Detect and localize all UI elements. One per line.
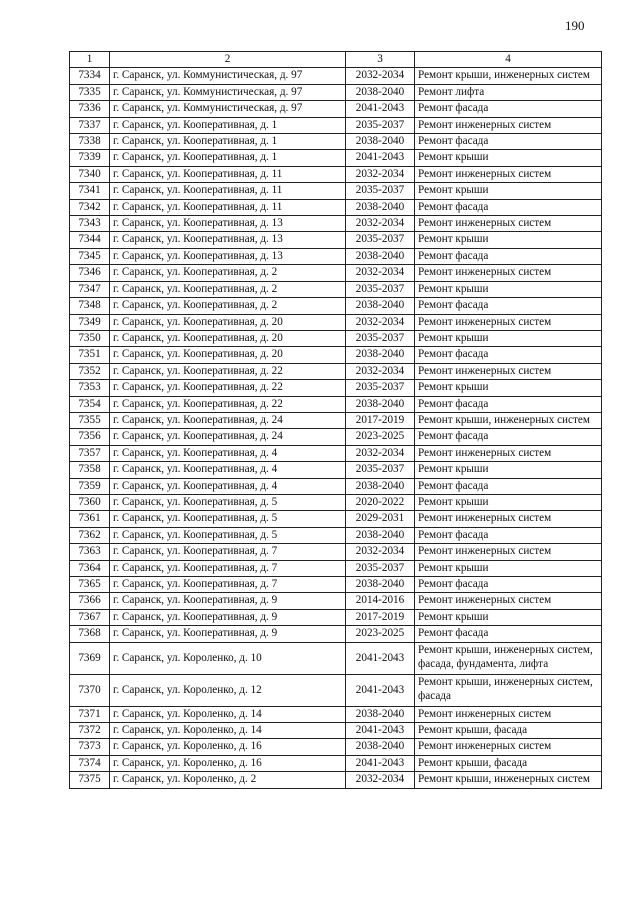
row-number: 7348 [70, 298, 110, 314]
row-period: 2038-2040 [346, 248, 415, 264]
row-number: 7351 [70, 347, 110, 363]
row-address: г. Саранск, ул. Кооперативная, д. 4 [110, 445, 346, 461]
row-address: г. Саранск, ул. Кооперативная, д. 9 [110, 609, 346, 625]
row-address: г. Саранск, ул. Коммунистическая, д. 97 [110, 84, 346, 100]
row-work-type: Ремонт инженерных систем [415, 593, 602, 609]
table-row [70, 511, 602, 527]
row-address: г. Саранск, ул. Кооперативная, д. 13 [110, 232, 346, 248]
row-work-type: Ремонт фасада [415, 298, 602, 314]
row-address: г. Саранск, ул. Кооперативная, д. 20 [110, 347, 346, 363]
table-row [70, 577, 602, 593]
row-period: 2041-2043 [346, 101, 415, 117]
row-work-type: Ремонт крыши, фасада [415, 755, 602, 771]
row-period: 2017-2019 [346, 609, 415, 625]
row-number: 7344 [70, 232, 110, 248]
row-period: 2023-2025 [346, 626, 415, 642]
table-row [70, 560, 602, 576]
header-col-2: 2 [110, 52, 346, 68]
table-row [70, 412, 602, 428]
row-number: 7357 [70, 445, 110, 461]
repair-schedule-table [69, 51, 602, 789]
row-number: 7354 [70, 396, 110, 412]
row-period: 2038-2040 [346, 347, 415, 363]
row-work-type: Ремонт фасада [415, 429, 602, 445]
row-number: 7349 [70, 314, 110, 330]
row-work-type: Ремонт крыши [415, 232, 602, 248]
table-body [70, 52, 602, 789]
row-number: 7347 [70, 281, 110, 297]
row-number: 7355 [70, 412, 110, 428]
row-address: г. Саранск, ул. Кооперативная, д. 11 [110, 199, 346, 215]
table-row [70, 216, 602, 232]
row-period: 2038-2040 [346, 84, 415, 100]
row-address: г. Саранск, ул. Кооперативная, д. 7 [110, 544, 346, 560]
row-period: 2038-2040 [346, 478, 415, 494]
row-address: г. Саранск, ул. Кооперативная, д. 22 [110, 363, 346, 379]
row-address: г. Саранск, ул. Короленко, д. 10 [110, 642, 346, 674]
row-period: 2032-2034 [346, 265, 415, 281]
row-number: 7341 [70, 183, 110, 199]
table-row [70, 706, 602, 722]
row-address: г. Саранск, ул. Кооперативная, д. 20 [110, 330, 346, 346]
row-period: 2032-2034 [346, 216, 415, 232]
row-number: 7334 [70, 68, 110, 84]
header-col-3: 3 [346, 52, 415, 68]
row-period: 2035-2037 [346, 281, 415, 297]
row-work-type: Ремонт фасада [415, 347, 602, 363]
row-work-type: Ремонт крыши [415, 183, 602, 199]
row-period: 2032-2034 [346, 363, 415, 379]
row-period: 2014-2016 [346, 593, 415, 609]
table-row [70, 396, 602, 412]
row-work-type: Ремонт крыши, инженерных систем [415, 412, 602, 428]
row-period: 2041-2043 [346, 642, 415, 674]
row-address: г. Саранск, ул. Короленко, д. 16 [110, 739, 346, 755]
row-period: 2032-2034 [346, 544, 415, 560]
row-work-type: Ремонт инженерных систем [415, 544, 602, 560]
row-period: 2032-2034 [346, 314, 415, 330]
row-address: г. Саранск, ул. Кооперативная, д. 9 [110, 593, 346, 609]
row-work-type: Ремонт фасада [415, 527, 602, 543]
row-work-type: Ремонт фасада [415, 134, 602, 150]
row-address: г. Саранск, ул. Кооперативная, д. 24 [110, 429, 346, 445]
row-work-type: Ремонт инженерных систем [415, 314, 602, 330]
row-work-type: Ремонт фасада [415, 478, 602, 494]
row-period: 2032-2034 [346, 445, 415, 461]
row-work-type: Ремонт инженерных систем [415, 445, 602, 461]
table-header-row [70, 52, 602, 68]
table-row [70, 674, 602, 706]
row-number: 7373 [70, 739, 110, 755]
row-address: г. Саранск, ул. Кооперативная, д. 20 [110, 314, 346, 330]
row-number: 7375 [70, 772, 110, 788]
row-address: г. Саранск, ул. Короленко, д. 12 [110, 674, 346, 706]
row-period: 2038-2040 [346, 577, 415, 593]
row-number: 7346 [70, 265, 110, 281]
table-row [70, 772, 602, 788]
row-number: 7336 [70, 101, 110, 117]
table-row [70, 232, 602, 248]
row-period: 2032-2034 [346, 68, 415, 84]
table-row [70, 445, 602, 461]
table-row [70, 642, 602, 674]
row-number: 7370 [70, 674, 110, 706]
row-address: г. Саранск, ул. Короленко, д. 14 [110, 723, 346, 739]
row-work-type: Ремонт крыши [415, 609, 602, 625]
row-number: 7369 [70, 642, 110, 674]
table-row [70, 494, 602, 510]
row-number: 7364 [70, 560, 110, 576]
row-work-type: Ремонт инженерных систем [415, 739, 602, 755]
row-address: г. Саранск, ул. Кооперативная, д. 22 [110, 380, 346, 396]
row-period: 2038-2040 [346, 199, 415, 215]
table-row [70, 101, 602, 117]
row-work-type: Ремонт фасада [415, 101, 602, 117]
row-work-type: Ремонт крыши, инженерных систем [415, 68, 602, 84]
row-work-type: Ремонт крыши, инженерных систем, фасада [415, 674, 602, 706]
row-number: 7363 [70, 544, 110, 560]
row-period: 2032-2034 [346, 772, 415, 788]
table-row [70, 347, 602, 363]
header-col-4: 4 [415, 52, 602, 68]
row-work-type: Ремонт фасада [415, 626, 602, 642]
row-address: г. Саранск, ул. Кооперативная, д. 1 [110, 117, 346, 133]
row-address: г. Саранск, ул. Кооперативная, д. 13 [110, 248, 346, 264]
row-period: 2032-2034 [346, 166, 415, 182]
table-row [70, 314, 602, 330]
table-row [70, 150, 602, 166]
row-period: 2035-2037 [346, 232, 415, 248]
row-number: 7356 [70, 429, 110, 445]
row-number: 7338 [70, 134, 110, 150]
row-work-type: Ремонт инженерных систем [415, 511, 602, 527]
table-row [70, 166, 602, 182]
row-period: 2029-2031 [346, 511, 415, 527]
row-number: 7350 [70, 330, 110, 346]
row-work-type: Ремонт крыши, инженерных систем, фасада, фундамента, лифта [415, 642, 602, 674]
row-number: 7352 [70, 363, 110, 379]
table-row [70, 527, 602, 543]
table-row [70, 363, 602, 379]
row-address: г. Саранск, ул. Кооперативная, д. 7 [110, 560, 346, 576]
row-number: 7367 [70, 609, 110, 625]
row-work-type: Ремонт инженерных систем [415, 706, 602, 722]
row-period: 2041-2043 [346, 723, 415, 739]
row-number: 7374 [70, 755, 110, 771]
row-period: 2035-2037 [346, 183, 415, 199]
table-row [70, 183, 602, 199]
table-row [70, 609, 602, 625]
row-period: 2035-2037 [346, 462, 415, 478]
row-address: г. Саранск, ул. Кооперативная, д. 7 [110, 577, 346, 593]
row-work-type: Ремонт крыши [415, 281, 602, 297]
row-period: 2038-2040 [346, 527, 415, 543]
row-address: г. Саранск, ул. Кооперативная, д. 11 [110, 183, 346, 199]
table-row [70, 544, 602, 560]
table-row [70, 462, 602, 478]
row-number: 7358 [70, 462, 110, 478]
row-address: г. Саранск, ул. Кооперативная, д. 2 [110, 265, 346, 281]
row-address: г. Саранск, ул. Кооперативная, д. 4 [110, 462, 346, 478]
row-work-type: Ремонт фасада [415, 199, 602, 215]
table-row [70, 281, 602, 297]
row-period: 2035-2037 [346, 117, 415, 133]
page-number: 190 [565, 18, 585, 33]
row-period: 2020-2022 [346, 494, 415, 510]
table-row [70, 265, 602, 281]
row-period: 2041-2043 [346, 755, 415, 771]
table-row [70, 739, 602, 755]
table-row [70, 755, 602, 771]
row-work-type: Ремонт крыши [415, 380, 602, 396]
row-work-type: Ремонт крыши [415, 150, 602, 166]
row-address: г. Саранск, ул. Кооперативная, д. 5 [110, 527, 346, 543]
row-address: г. Саранск, ул. Кооперативная, д. 1 [110, 150, 346, 166]
table-row [70, 593, 602, 609]
row-number: 7366 [70, 593, 110, 609]
row-period: 2041-2043 [346, 674, 415, 706]
row-work-type: Ремонт фасада [415, 248, 602, 264]
row-period: 2038-2040 [346, 298, 415, 314]
row-work-type: Ремонт крыши [415, 560, 602, 576]
table-row [70, 117, 602, 133]
row-period: 2035-2037 [346, 330, 415, 346]
row-period: 2035-2037 [346, 380, 415, 396]
row-number: 7359 [70, 478, 110, 494]
row-address: г. Саранск, ул. Кооперативная, д. 1 [110, 134, 346, 150]
row-address: г. Саранск, ул. Кооперативная, д. 2 [110, 298, 346, 314]
row-number: 7360 [70, 494, 110, 510]
table-row [70, 429, 602, 445]
row-period: 2038-2040 [346, 396, 415, 412]
row-address: г. Саранск, ул. Кооперативная, д. 13 [110, 216, 346, 232]
row-address: г. Саранск, ул. Короленко, д. 2 [110, 772, 346, 788]
table-row [70, 478, 602, 494]
row-address: г. Саранск, ул. Кооперативная, д. 2 [110, 281, 346, 297]
row-work-type: Ремонт крыши, инженерных систем [415, 772, 602, 788]
row-work-type: Ремонт инженерных систем [415, 216, 602, 232]
row-work-type: Ремонт крыши [415, 462, 602, 478]
row-period: 2038-2040 [346, 134, 415, 150]
row-number: 7337 [70, 117, 110, 133]
table-row [70, 68, 602, 84]
row-period: 2023-2025 [346, 429, 415, 445]
table-row [70, 134, 602, 150]
row-address: г. Саранск, ул. Кооперативная, д. 5 [110, 494, 346, 510]
row-work-type: Ремонт инженерных систем [415, 117, 602, 133]
row-period: 2038-2040 [346, 706, 415, 722]
row-period: 2038-2040 [346, 739, 415, 755]
row-number: 7340 [70, 166, 110, 182]
row-address: г. Саранск, ул. Кооперативная, д. 4 [110, 478, 346, 494]
table-row [70, 84, 602, 100]
row-work-type: Ремонт инженерных систем [415, 265, 602, 281]
row-address: г. Саранск, ул. Коммунистическая, д. 97 [110, 68, 346, 84]
row-number: 7339 [70, 150, 110, 166]
row-period: 2017-2019 [346, 412, 415, 428]
row-address: г. Саранск, ул. Короленко, д. 16 [110, 755, 346, 771]
row-work-type: Ремонт фасада [415, 577, 602, 593]
row-work-type: Ремонт фасада [415, 396, 602, 412]
row-number: 7343 [70, 216, 110, 232]
row-number: 7361 [70, 511, 110, 527]
row-work-type: Ремонт инженерных систем [415, 363, 602, 379]
row-number: 7368 [70, 626, 110, 642]
table-row [70, 626, 602, 642]
row-address: г. Саранск, ул. Коммунистическая, д. 97 [110, 101, 346, 117]
table-row [70, 723, 602, 739]
table-row [70, 199, 602, 215]
row-period: 2041-2043 [346, 150, 415, 166]
row-number: 7362 [70, 527, 110, 543]
row-number: 7353 [70, 380, 110, 396]
row-address: г. Саранск, ул. Кооперативная, д. 11 [110, 166, 346, 182]
row-number: 7371 [70, 706, 110, 722]
table-row [70, 298, 602, 314]
row-address: г. Саранск, ул. Кооперативная, д. 22 [110, 396, 346, 412]
row-number: 7335 [70, 84, 110, 100]
row-number: 7372 [70, 723, 110, 739]
row-address: г. Саранск, ул. Кооперативная, д. 9 [110, 626, 346, 642]
row-work-type: Ремонт лифта [415, 84, 602, 100]
table-row [70, 380, 602, 396]
row-number: 7345 [70, 248, 110, 264]
row-address: г. Саранск, ул. Кооперативная, д. 24 [110, 412, 346, 428]
row-number: 7342 [70, 199, 110, 215]
table-row [70, 330, 602, 346]
row-number: 7365 [70, 577, 110, 593]
table-row [70, 248, 602, 264]
row-work-type: Ремонт инженерных систем [415, 166, 602, 182]
row-work-type: Ремонт крыши [415, 330, 602, 346]
row-work-type: Ремонт крыши [415, 494, 602, 510]
header-col-1: 1 [70, 52, 110, 68]
row-work-type: Ремонт крыши, фасада [415, 723, 602, 739]
row-address: г. Саранск, ул. Кооперативная, д. 5 [110, 511, 346, 527]
row-period: 2035-2037 [346, 560, 415, 576]
row-address: г. Саранск, ул. Короленко, д. 14 [110, 706, 346, 722]
